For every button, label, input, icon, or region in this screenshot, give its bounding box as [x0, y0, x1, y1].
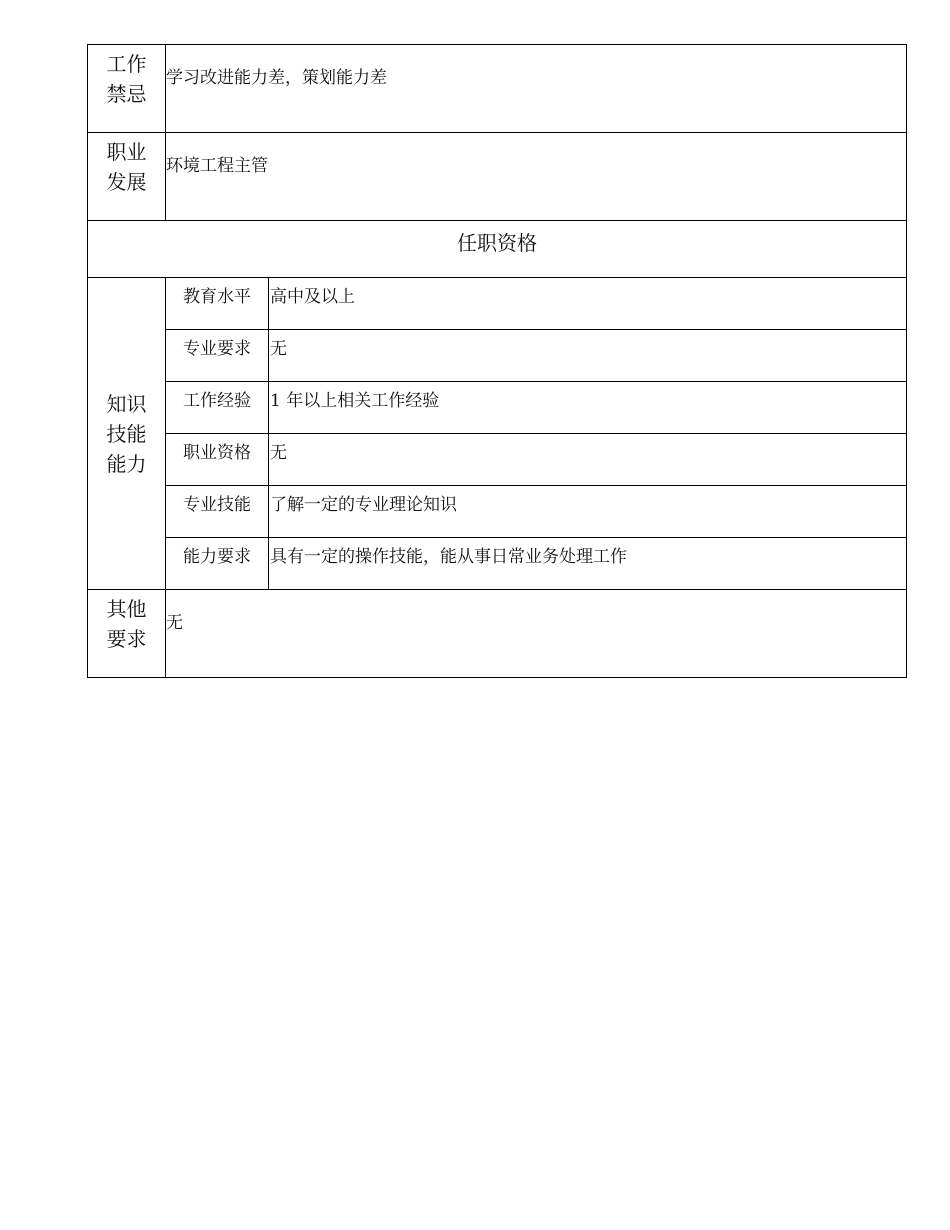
knowledge-row — [88, 434, 907, 486]
knowledge-item-value: 高中及以上 — [269, 278, 907, 330]
other-value: 无 — [166, 613, 183, 633]
other-value-cell — [166, 590, 907, 678]
knowledge-item-label: 工作经验 — [166, 382, 269, 434]
knowledge-label-cell — [88, 278, 166, 590]
knowledge-item-value: 无 — [269, 330, 907, 382]
knowledge-item-value: 了解一定的专业理论知识 — [269, 486, 907, 538]
knowledge-item-label: 教育水平 — [166, 278, 269, 330]
knowledge-item-label: 专业技能 — [166, 486, 269, 538]
prohibitions-label-cell — [88, 45, 166, 133]
knowledge-row — [88, 382, 907, 434]
career-value-cell — [166, 133, 907, 221]
prohibitions-value-cell — [166, 45, 907, 133]
knowledge-item-label: 专业要求 — [166, 330, 269, 382]
knowledge-row — [88, 330, 907, 382]
knowledge-item-value: 无 — [269, 434, 907, 486]
career-value: 环境工程主管 — [166, 156, 268, 176]
career-label-cell — [88, 133, 166, 221]
knowledge-row — [88, 278, 907, 330]
other-label-cell — [88, 590, 166, 678]
knowledge-label: 知识技能能力 — [106, 391, 147, 476]
row-prohibitions — [88, 45, 907, 133]
row-qualifications-header — [88, 221, 907, 278]
knowledge-item-label: 能力要求 — [166, 538, 269, 590]
row-career — [88, 133, 907, 221]
knowledge-item-value: 具有一定的操作技能，能从事日常业务处理工作 — [269, 538, 907, 590]
knowledge-item-value: 1 年以上相关工作经验 — [269, 382, 907, 434]
knowledge-item-label: 职业资格 — [166, 434, 269, 486]
qualifications-header: 任职资格 — [88, 221, 907, 278]
job-description-table — [87, 44, 907, 678]
knowledge-row — [88, 486, 907, 538]
prohibitions-value: 学习改进能力差，策划能力差 — [166, 68, 387, 88]
career-label: 职业发展 — [106, 140, 147, 194]
prohibitions-label: 工作禁忌 — [106, 52, 147, 106]
row-other — [88, 590, 907, 678]
knowledge-row — [88, 538, 907, 590]
other-label: 其他要求 — [106, 597, 147, 651]
